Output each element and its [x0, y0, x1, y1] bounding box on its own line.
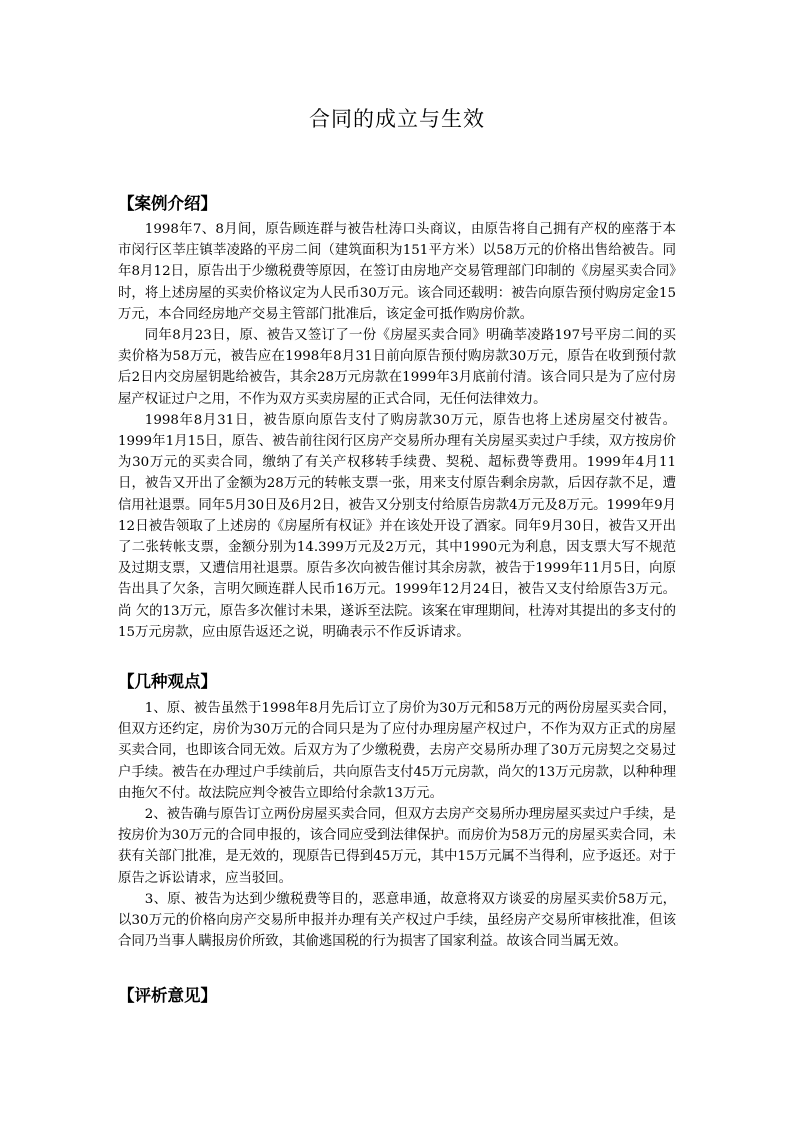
case-intro-heading: 【案例介绍】 — [118, 194, 217, 213]
case-paragraph-3: 1998年8月31日，被告原向原告支付了购房款30万元，原告也将上述房屋交付被告。1999年1月15日，原告、被告前往闵行区房产交易所办理有关房屋买卖过户手续，双方按房价为30万元的买卖合同，缴纳了有关产权移转手续费、契税、超标费等费用。1999年4月11日，被告又开出了金额为28万元的转帐支票一张，用来支付原告剩余房款，后因存款不足，遭信用社退票。同年5月30日及6月2日，被告又分别支付给原告房款4万元及8万元。1999年9月12日被告领取了上述房的《房屋所有权证》并在该处开设了酒家。同年9月30日，被告又开出了二张转帐支票，金额分别为14.399万元及2万元，其中1990元为利息，因支票大写不规范及过期支票，又遭信用社退票。原告多次向被告催讨其余房款，被告于1999年11月5日，向原告出具了欠条，言明欠顾连群人民币16万元。1999年12月24日，被告又支付给原告3万元。尚 欠的13万元，原告多次催讨未果，遂诉至法院。该案在审理期间，杜涛对其提出的多支付的15万元房款，应由原告返还之说，明确表示不作反诉请求。 — [118, 412, 676, 640]
case-paragraph-1: 1998年7、8月间，原告顾连群与被告杜涛口头商议，由原告将自己拥有产权的座落于本市闵行区莘庄镇莘凌路的平房二间（建筑面积为151平方米）以58万元的价格出售给被告。同年8月12日，原告出于少缴税费等原因，在签订由房地产交易管理部门印制的《房屋买卖合同》时，将上述房屋的买卖价格议定为人民币30万元。该合同还载明：被告向原告预付购房定金15万元，本合同经房地产交易主管部门批准后，该定金可抵作购房价款。 — [118, 222, 676, 322]
case-intro-body — [118, 219, 676, 643]
analysis-heading: 【评析意见】 — [118, 986, 217, 1005]
views-body — [118, 698, 676, 952]
views-heading: 【几种观点】 — [118, 672, 217, 691]
document-title: 合同的成立与生效 — [309, 107, 485, 131]
view-paragraph-2: 2、被告确与原告订立两份房屋买卖合同，但双方去房产交易所办理房屋买卖过户手续，是按房价为30万元的合同申报的，该合同应受到法律保护。而房价为58万元的房屋买卖合同，未获有关部门批准，是无效的，现原告已得到45万元，其中15万元属不当得利，应予返还。对于原告之诉讼请求，应当驳回。 — [118, 807, 676, 886]
view-paragraph-1: 1、原、被告虽然于1998年8月先后订立了房价为30万元和58万元的两份房屋买卖合同，但双方还约定，房价为30万元的合同只是为了应付办理房屋产权过户，不作为双方正式的房屋买卖合同，也即该合同无效。后双方为了少缴税费，去房产交易所办理了30万元房契之交易过户手续。被告在办理过户手续前后，共向原告支付45万元房款，尚欠的13万元房款，以种种理由拖欠不付。故法院应判令被告立即给付余款13万元。 — [118, 701, 676, 801]
case-paragraph-2: 同年8月23日，原、被告又签订了一份《房屋买卖合同》明确莘凌路197号平房二间的买卖价格为58万元，被告应在1998年8月31日前向原告预付购房款30万元，原告在收到预付款后2日内交房屋钥匙给被告，其余28万元房款在1999年3月底前付清。该合同只是为了应付房屋产权证过户之用，不作为双方买卖房屋的正式合同，无任何法律效力。 — [118, 328, 676, 407]
view-paragraph-3: 3、原、被告为达到少缴税费等目的，恶意串通，故意将双方谈妥的房屋买卖价58万元，以30万元的价格向房产交易所申报并办理有关产权过户手续，虽经房产交易所审核批准，但该合同乃当事人瞒报房价所致，其偷逃国税的行为损害了国家利益。故该合同当属无效。 — [118, 891, 676, 950]
